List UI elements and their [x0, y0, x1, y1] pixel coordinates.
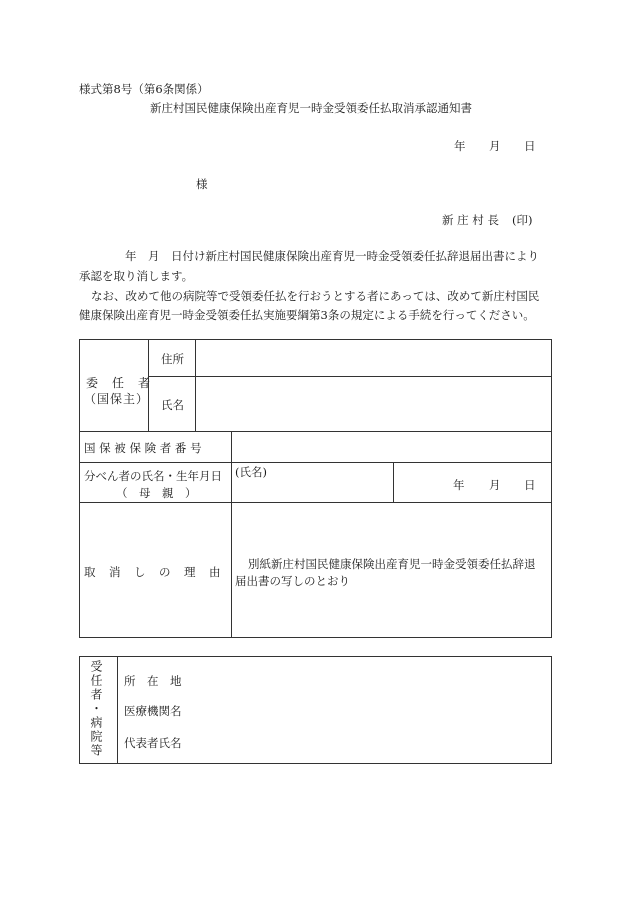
insured-number-field[interactable]	[236, 435, 546, 459]
document-title: 新庄村国民健康保険出産育児一時金受領委任払取消承認通知書	[150, 101, 472, 115]
institution-field[interactable]	[200, 698, 546, 720]
mother-dob-day: 日	[524, 478, 536, 492]
reason-line2: 届出書の写しのとおり	[235, 574, 350, 588]
address-label: 住所	[161, 352, 184, 366]
representative-field[interactable]	[200, 730, 546, 752]
representative-label: 代表者氏名	[124, 736, 182, 750]
mother-name-field[interactable]	[240, 478, 388, 498]
body-para1-line2: 承認を取り消します。	[79, 269, 194, 283]
delegator-label: 委 任 者	[86, 376, 152, 390]
body-para2-line1: なお、改めて他の病院等で受領委任払を行おうとする者にあっては、改めて新庄村国民	[91, 289, 540, 303]
issuer-name: 新 庄 村 長	[442, 213, 499, 227]
institution-label: 医療機関名	[124, 704, 182, 718]
insured-number-label: 国 保 被 保 険 者 番 号	[84, 441, 202, 455]
addressee-suffix: 様	[196, 177, 208, 191]
location-field[interactable]	[200, 668, 546, 690]
address-field[interactable]	[200, 343, 546, 373]
date-day: 日	[524, 139, 536, 153]
issuer-seal: (印)	[512, 213, 533, 227]
reason-label: 取 消 し の 理 由	[84, 565, 222, 579]
delegator-sublabel: （国保主）	[84, 392, 150, 406]
reason-line1: 別紙新庄村国民健康保険出産育児一時金受領委任払辞退	[248, 557, 536, 571]
location-label: 所 在 地	[124, 674, 182, 688]
date-month: 月	[489, 139, 501, 153]
name-label: 氏名	[161, 398, 184, 412]
form-number: 様式第8号（第6条関係）	[79, 82, 209, 96]
assignee-side-label: 受任者・病院等	[89, 660, 103, 758]
mother-name-hint: (氏名)	[235, 465, 267, 479]
mother-label-line1: 分べん者の氏名・生年月日	[84, 469, 222, 483]
mother-dob-year: 年	[453, 478, 465, 492]
date-year: 年	[454, 139, 466, 153]
name-field[interactable]	[200, 380, 546, 427]
body-para1-line1: 年 月 日付け新庄村国民健康保険出産育児一時金受領委任払辞退届出書により	[125, 249, 539, 263]
body-para2-line2: 健康保険出産育児一時金受領委任払実施要綱第3条の規定による手続を行ってください。	[79, 308, 535, 322]
mother-label-line2: （ 母 親 ）	[116, 486, 197, 500]
mother-dob-month: 月	[489, 478, 501, 492]
